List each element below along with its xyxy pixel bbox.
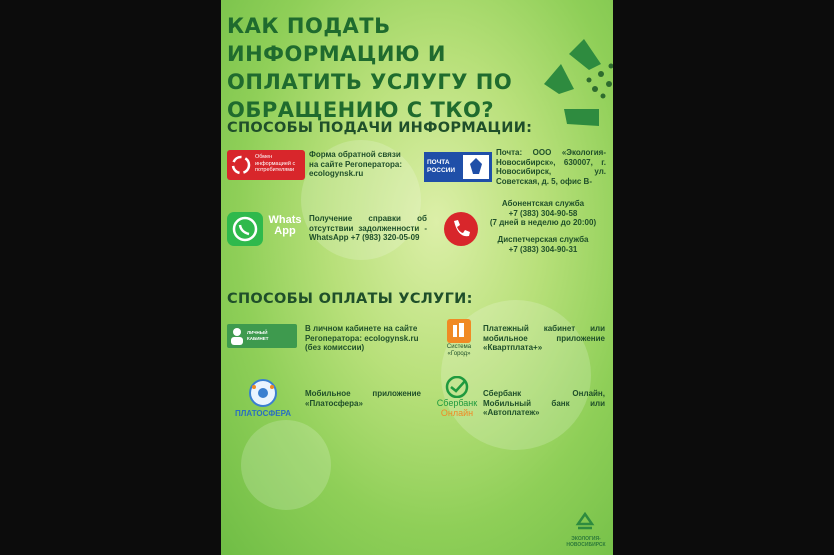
feedback-badge: [227, 150, 305, 180]
subscriber-hours: (7 дней в неделю до 20:00): [489, 218, 597, 227]
dispatch-title: Диспетчерская служба: [497, 235, 589, 244]
dispatch-service: [483, 235, 603, 254]
whatsapp-icon: [227, 212, 263, 246]
sistema-label: Система «Город»: [446, 344, 472, 357]
bokeh-circle: [241, 420, 331, 510]
subscriber-phone: +7 (383) 304-90-58: [508, 208, 578, 218]
cabinet-text: В личном кабинете на сайте Регоператора: ecologynsk.ru (без комиссии): [305, 324, 419, 352]
footer-logo-text: ЭКОЛОГИЯ-НОВОСИБИРСК: [566, 536, 606, 548]
cabinet-badge-label: ЛИЧНЫЙ КАБИНЕТ: [247, 330, 269, 341]
post-badge: [424, 152, 492, 182]
sistema-logo: [447, 319, 471, 343]
user-icon: [230, 327, 244, 345]
sberbank-label: [429, 398, 485, 418]
post-badge-label: ПОЧТА РОССИИ: [427, 159, 456, 174]
subscriber-service: [483, 199, 603, 228]
post-eagle-icon: [462, 154, 490, 180]
post-text: Почта: ООО «Экология-Новосибирск», 630007, г. Новосибирск, ул. Советская, д. 5, офис В-: [496, 148, 606, 186]
feedback-text: Форма обратной связи на сайте Регоператора: ecologynsk.ru: [309, 150, 403, 178]
subscriber-title: Абонентская служба: [501, 199, 585, 208]
phone-icon: [443, 211, 479, 247]
dispatch-phone: +7 (383) 304-90-31: [508, 244, 578, 254]
section-pay-heading: СПОСОБЫ ОПЛАТЫ УСЛУГИ:: [227, 291, 473, 307]
sistema-text: Платежный кабинет или мобильное приложение «Квартплата+»: [483, 324, 605, 352]
sberbank-label-line2: Онлайн: [440, 408, 474, 418]
section-info-heading: СПОСОБЫ ПОДАЧИ ИНФОРМАЦИИ:: [227, 120, 533, 136]
info-poster: [221, 0, 613, 555]
sberbank-text: Сбербанк Онлайн, Мобильный банк или «Автоплатеж»: [483, 389, 605, 417]
platosfera-label: ПЛАТОСФЕРА: [234, 409, 291, 418]
feedback-badge-label: Обмен информацией с потребителями: [255, 154, 296, 173]
cabinet-badge: [227, 324, 297, 348]
whatsapp-label: Whats App: [268, 214, 302, 237]
platosfera-icon: [246, 378, 280, 408]
whatsapp-text: Получение справки об отсутствии задолженности - WhatsApp +7 (983) 320-05-09: [309, 214, 427, 242]
recycle-logo-icon: [539, 34, 613, 129]
sberbank-icon: [445, 376, 469, 398]
poster-title: КАК ПОДАТЬ ИНФОРМАЦИЮ И ОПЛАТИТЬ УСЛУГУ ПО ОБРАЩЕНИЮ С ТКО?: [227, 14, 513, 122]
recycle-icon: [231, 155, 251, 175]
city-icon: [447, 319, 471, 343]
eco-footer-icon: [572, 512, 598, 534]
sberbank-label-line1: Сбербанк: [436, 398, 478, 408]
platosfera-text: Мобильное приложение «Платосфера»: [305, 389, 421, 408]
